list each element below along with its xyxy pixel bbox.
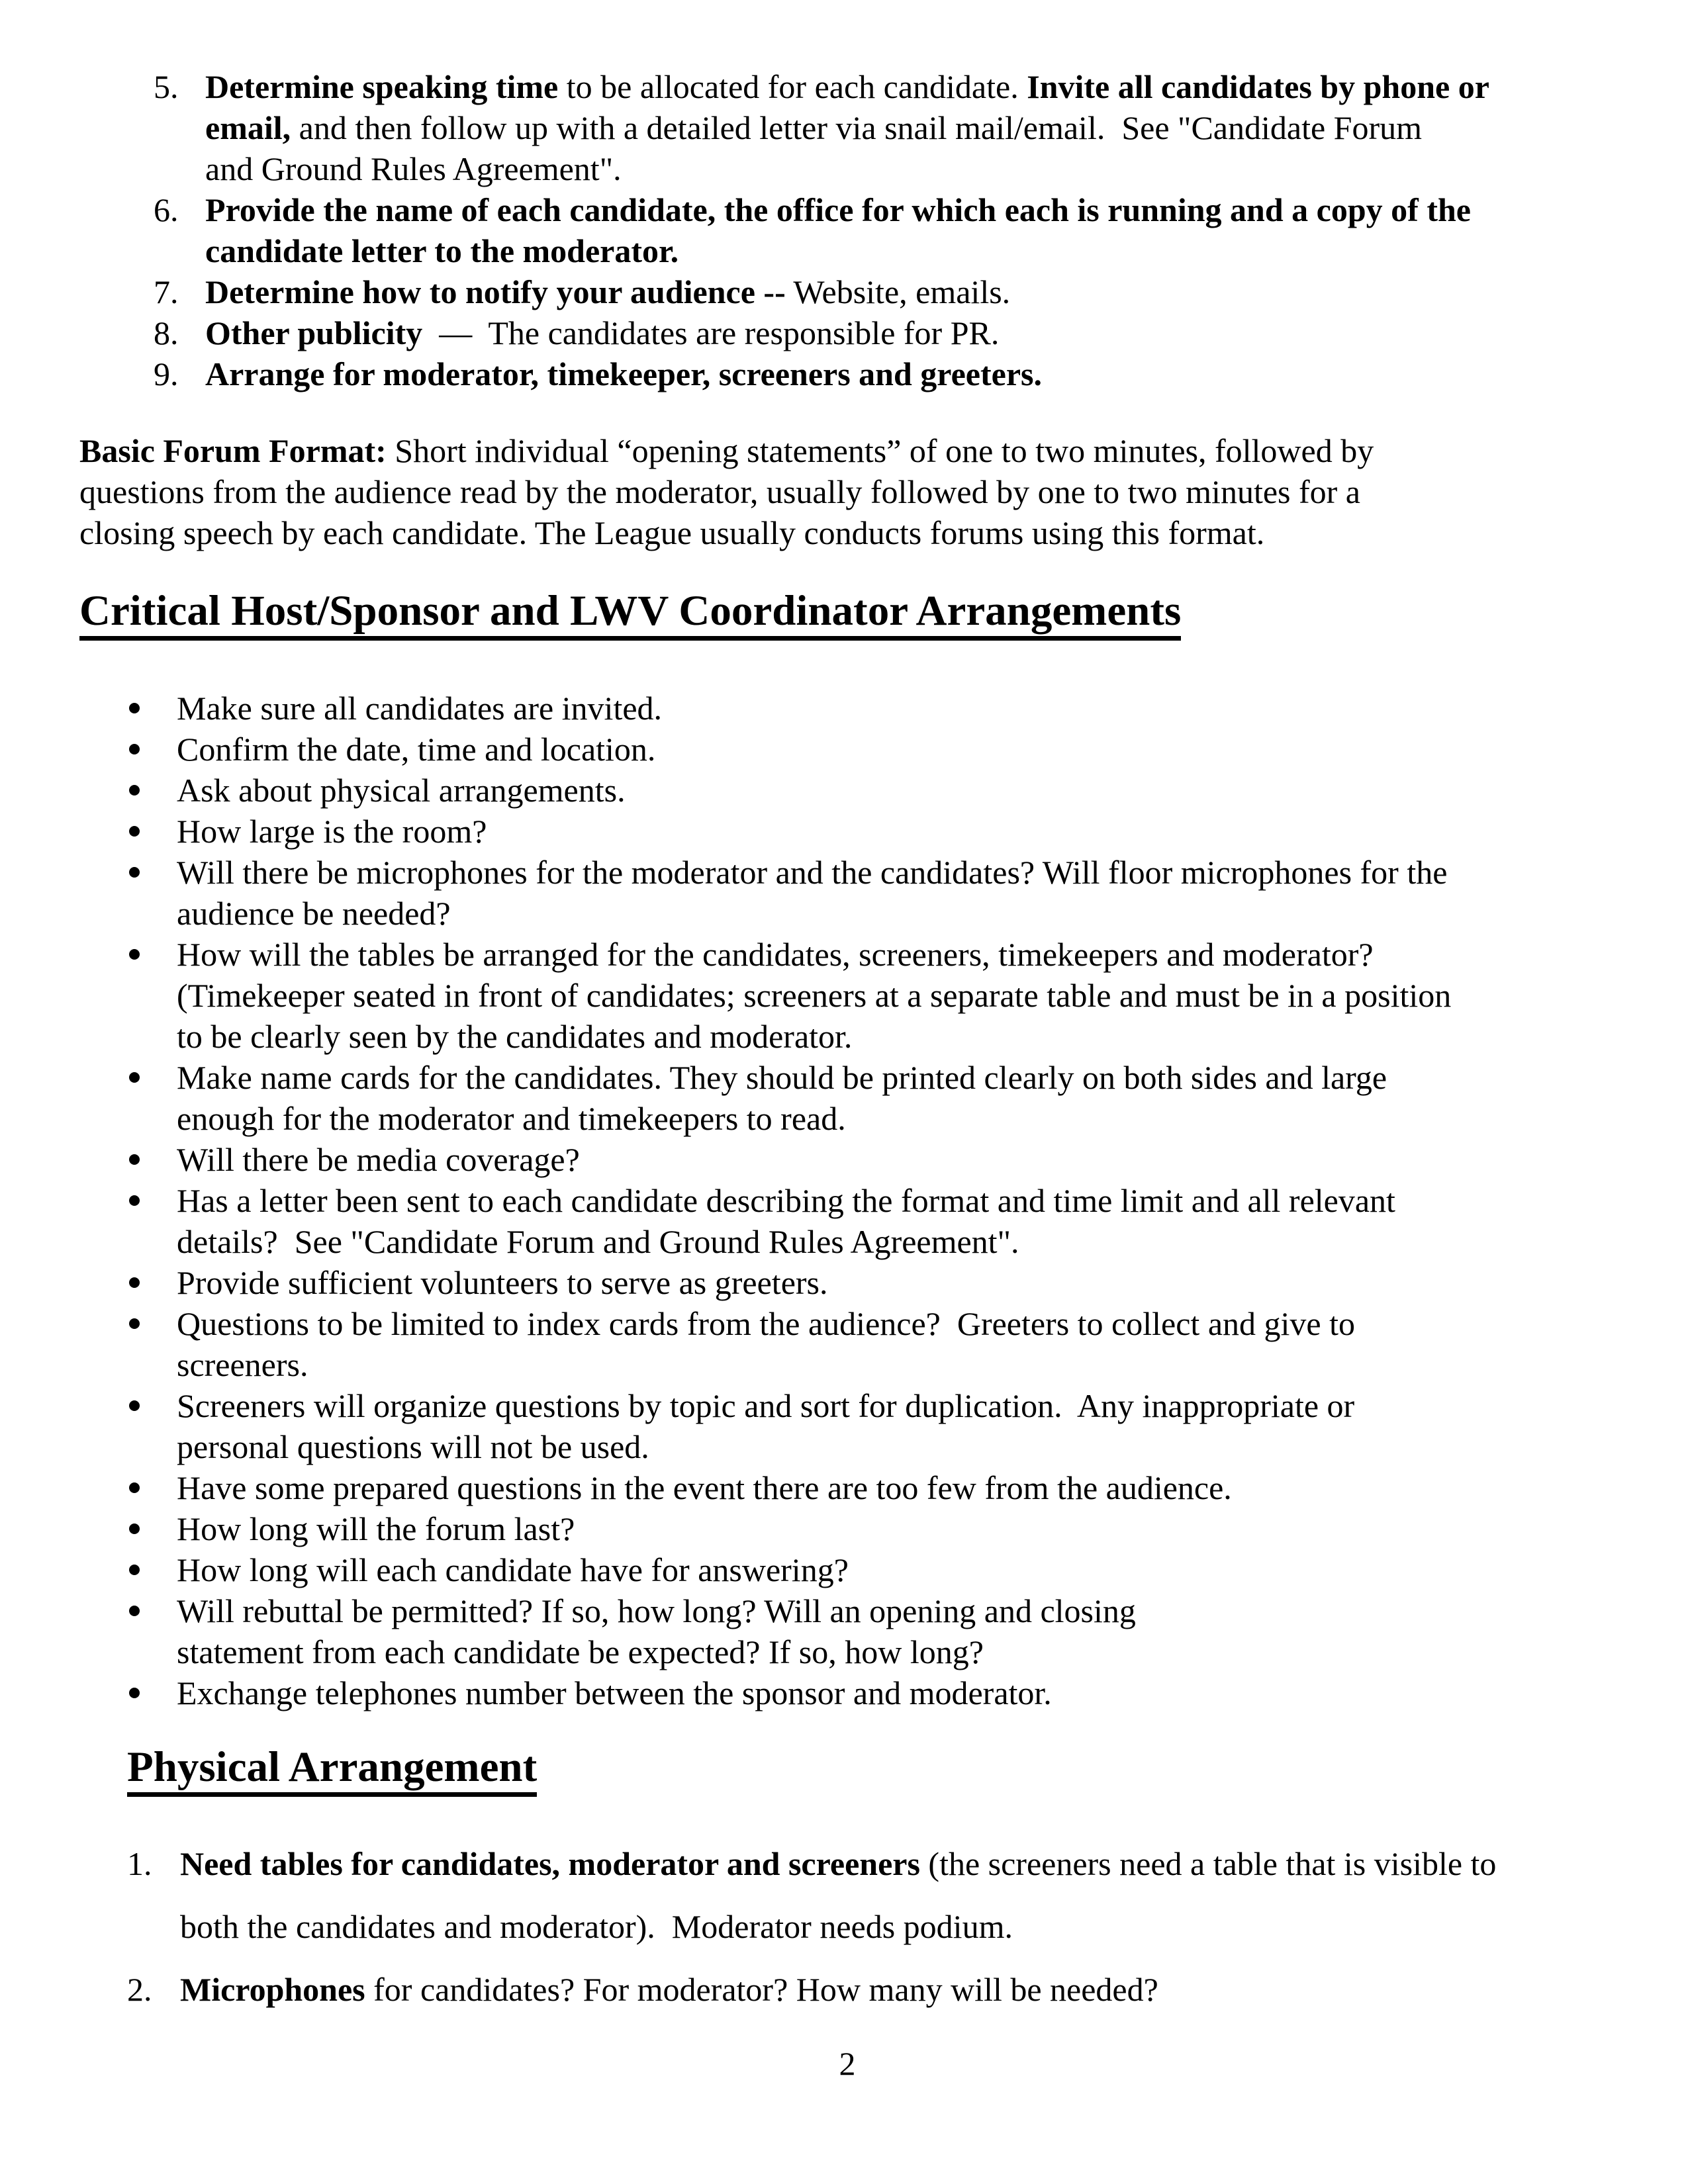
list-item-text	[177, 854, 1447, 932]
list-item-text	[177, 690, 662, 727]
list-item-number: 6.	[154, 191, 179, 228]
section-heading-physical-arrangement	[127, 1737, 1615, 1797]
list-item	[79, 271, 1615, 312]
bullet-icon	[129, 1277, 140, 1288]
list-item	[79, 353, 1615, 394]
text-run: Website, emails.	[785, 273, 1011, 310]
bullet-icon	[129, 1482, 140, 1493]
bold-text-run: Microphones	[180, 1971, 365, 2008]
list-item	[79, 1672, 1615, 1713]
text-run: to be clearly seen by the candidates and moderator.	[177, 1018, 853, 1055]
section-heading-critical-arrangements	[79, 581, 1615, 641]
list-item-text	[177, 1469, 1232, 1506]
text-run: Provide sufficient volunteers to serve as greeters.	[177, 1264, 828, 1301]
list-item-text	[205, 355, 1042, 392]
list-item-text	[205, 273, 1010, 310]
bullet-icon	[129, 1318, 140, 1329]
bullet-icon	[129, 867, 140, 878]
text-run: Has a letter been sent to each candidate describing the format and time limit and all relevant	[177, 1182, 1395, 1219]
list-item	[79, 729, 1615, 770]
text-run: Ask about physical arrangements.	[177, 772, 626, 809]
list-item	[79, 811, 1615, 852]
list-item	[79, 1180, 1615, 1262]
basic-forum-format-paragraph	[79, 430, 1615, 553]
list-item-text	[177, 731, 655, 768]
text-run: Make sure all candidates are invited.	[177, 690, 663, 727]
list-item	[79, 1303, 1615, 1385]
list-item-number: 8.	[154, 314, 179, 351]
bold-text-run: Need tables for candidates, moderator and screeners	[180, 1845, 920, 1882]
page-number: 2	[839, 2045, 856, 2082]
bullet-icon	[129, 744, 140, 754]
list-item-text	[177, 1264, 828, 1301]
text-run: Make name cards for the candidates. They should be printed clearly on both sides and large	[177, 1059, 1387, 1096]
text-run: How long will the forum last?	[177, 1510, 575, 1547]
text-run: and then follow up with a detailed letter via snail mail/email. See "Candidate Forum	[291, 109, 1423, 146]
list-item	[79, 1262, 1615, 1303]
text-run: and Ground Rules Agreement".	[205, 150, 622, 187]
forum-setup-steps-list	[79, 66, 1615, 394]
section-heading-physical-text: Physical Arrangement	[127, 1743, 537, 1797]
list-item	[79, 1467, 1615, 1508]
list-item-text	[205, 68, 1489, 187]
list-item	[79, 1833, 1615, 1958]
list-item-text	[180, 1845, 1496, 1945]
text-run: statement from each candidate be expected? If so, how long?	[177, 1633, 984, 1670]
text-run: screeners.	[177, 1346, 308, 1383]
bullet-icon	[129, 1072, 140, 1083]
text-run: audience be needed?	[177, 895, 451, 932]
bold-text-run: Determine speaking time	[205, 68, 559, 105]
list-item	[79, 1958, 1615, 2021]
list-item	[79, 688, 1615, 729]
bold-text-run: Other publicity	[205, 314, 423, 351]
list-item-number: 7.	[154, 273, 179, 310]
list-item	[79, 1385, 1615, 1467]
list-item	[79, 1057, 1615, 1139]
text-run: — The candidates are responsible for PR.	[422, 314, 1000, 351]
bold-text-run: candidate letter to the moderator.	[205, 232, 679, 269]
text-run: Short individual “opening statements” of one to two minutes, followed by	[386, 432, 1374, 469]
physical-arrangement-list	[79, 1833, 1615, 2021]
list-item-text	[177, 936, 1451, 1055]
list-item-text	[177, 1305, 1355, 1383]
list-item-text	[180, 1971, 1158, 2008]
list-item-text	[177, 1674, 1052, 1711]
list-item	[79, 66, 1615, 189]
list-item-text	[177, 1387, 1354, 1465]
text-run: for candidates? For moderator? How many will be needed?	[365, 1971, 1158, 2008]
list-item	[79, 312, 1615, 353]
text-run: Exchange telephones number between the sponsor and moderator.	[177, 1674, 1052, 1711]
bullet-icon	[129, 1524, 140, 1534]
text-run: How will the tables be arranged for the candidates, screeners, timekeepers and moderator?	[177, 936, 1374, 973]
list-item-number: 9.	[154, 355, 179, 392]
list-item-number: 2.	[127, 1971, 152, 2008]
bullet-icon	[129, 1195, 140, 1206]
list-item	[79, 934, 1615, 1057]
list-item	[79, 1590, 1615, 1672]
bold-text-run: Basic Forum Format:	[79, 432, 387, 469]
text-run: closing speech by each candidate. The League usually conducts forums using this format.	[79, 514, 1265, 551]
list-item	[79, 189, 1615, 271]
text-run: (the screeners need a table that is visible to	[919, 1845, 1497, 1882]
bullet-icon	[129, 703, 140, 713]
list-item-text	[177, 1592, 1136, 1670]
text-run: Screeners will organize questions by topic and sort for duplication. Any inappropriate or	[177, 1387, 1355, 1424]
list-item-text	[205, 314, 999, 351]
section-heading-critical-text: Critical Host/Sponsor and LWV Coordinator Arrangements	[79, 587, 1181, 641]
bullet-icon	[129, 949, 140, 960]
list-item	[79, 852, 1615, 934]
bullet-icon	[129, 1606, 140, 1616]
text-run: How long will each candidate have for answering?	[177, 1551, 849, 1588]
text-run: How large is the room?	[177, 813, 487, 850]
bold-text-run: Determine how to notify your audience --	[205, 273, 786, 310]
text-run: Questions to be limited to index cards from the audience? Greeters to collect and give to	[177, 1305, 1355, 1342]
text-run: to be allocated for each candidate.	[558, 68, 1027, 105]
list-item	[79, 1508, 1615, 1549]
bold-text-run: Arrange for moderator, timekeeper, screeners and greeters.	[205, 355, 1042, 392]
bold-text-run: Invite all candidates by phone or	[1027, 68, 1489, 105]
list-item	[79, 770, 1615, 811]
bold-text-run: Provide the name of each candidate, the office for which each is running and a copy of the	[205, 191, 1471, 228]
text-run: enough for the moderator and timekeepers to read.	[177, 1100, 846, 1137]
list-item-number: 1.	[127, 1845, 152, 1882]
text-run: Have some prepared questions in the event there are too few from the audience.	[177, 1469, 1232, 1506]
list-item-text	[177, 1059, 1387, 1137]
bullet-icon	[129, 826, 140, 837]
list-item-text	[177, 1182, 1395, 1260]
bullet-icon	[129, 1565, 140, 1575]
text-run: Will there be media coverage?	[177, 1141, 580, 1178]
text-run: questions from the audience read by the moderator, usually followed by one to two minutes for a	[79, 473, 1360, 510]
list-item	[79, 1139, 1615, 1180]
list-item-number: 5.	[154, 68, 179, 105]
bold-text-run: email,	[205, 109, 291, 146]
list-item-text	[177, 772, 626, 809]
text-run: personal questions will not be used.	[177, 1428, 649, 1465]
list-item-text	[177, 813, 487, 850]
list-item-text	[177, 1551, 849, 1588]
bullet-icon	[129, 1400, 140, 1411]
text-run: details? See "Candidate Forum and Ground Rules Agreement".	[177, 1223, 1019, 1260]
text-run: Confirm the date, time and location.	[177, 731, 656, 768]
text-run: both the candidates and moderator). Moderator needs podium.	[180, 1908, 1013, 1945]
bullet-icon	[129, 1154, 140, 1165]
bullet-icon	[129, 785, 140, 796]
list-item-text	[177, 1510, 575, 1547]
list-item	[79, 1549, 1615, 1590]
list-item-text	[177, 1141, 580, 1178]
text-run: (Timekeeper seated in front of candidates; screeners at a separate table and must be in a position	[177, 977, 1452, 1014]
critical-arrangements-list	[79, 688, 1615, 1713]
text-run: Will rebuttal be permitted? If so, how long? Will an opening and closing	[177, 1592, 1136, 1629]
bullet-icon	[129, 1688, 140, 1698]
list-item-text	[205, 191, 1471, 269]
text-run: Will there be microphones for the moderator and the candidates? Will floor microphones for the	[177, 854, 1448, 891]
